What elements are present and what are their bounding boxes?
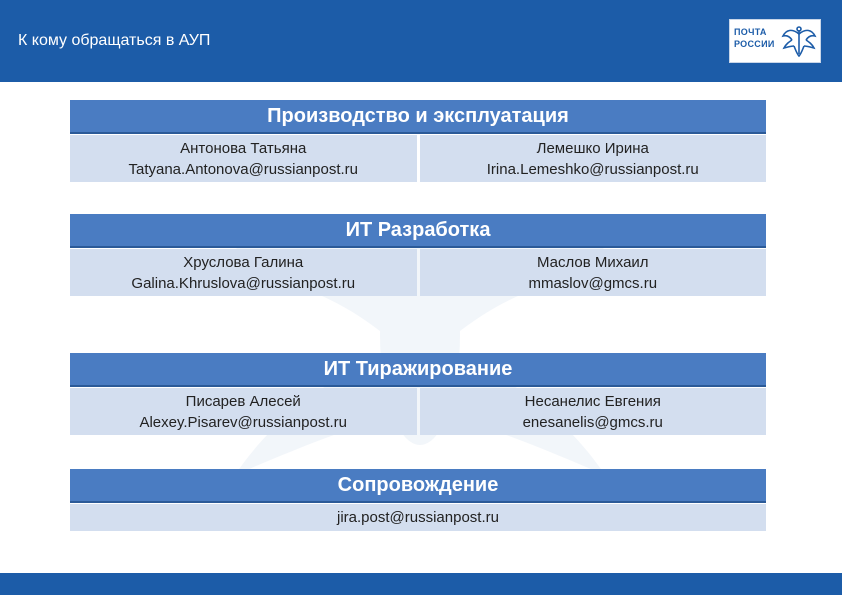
section-it-replication (70, 353, 766, 435)
contact-email[interactable]: Tatyana.Antonova@russianpost.ru (128, 161, 359, 178)
section-title: Производство и эксплуатация (70, 100, 766, 132)
contact-name: Маслов Михаил (536, 254, 649, 271)
contact-name: Писарев Алесей (185, 393, 301, 410)
section-title: Сопровождение (70, 469, 766, 501)
contact-email[interactable]: Galina.Khruslova@russianpost.ru (131, 275, 356, 292)
contact-card (70, 135, 417, 182)
contact-name: Хруслова Галина (183, 254, 304, 271)
eagle-emblem-icon (780, 24, 818, 60)
contact-card (70, 249, 417, 296)
contacts-row (70, 504, 766, 531)
russian-post-logo (729, 19, 821, 63)
header-bar (0, 0, 842, 82)
logo-line-2: РОССИИ (734, 39, 775, 49)
contact-card (70, 388, 417, 435)
footer-bar (0, 573, 842, 595)
contact-name: Несанелис Евгения (524, 393, 661, 410)
contact-card (420, 388, 767, 435)
contact-email[interactable]: jira.post@russianpost.ru (337, 509, 499, 526)
contact-card (420, 249, 767, 296)
contact-name: Антонова Татьяна (180, 140, 307, 157)
section-support (70, 469, 766, 531)
section-title: ИТ Разработка (70, 214, 766, 246)
section-it-development (70, 214, 766, 296)
section-production (70, 100, 766, 182)
contact-email[interactable]: Alexey.Pisarev@russianpost.ru (139, 414, 348, 431)
contact-email[interactable]: mmaslov@gmcs.ru (528, 275, 658, 292)
contacts-row (70, 135, 766, 182)
contact-email[interactable]: Irina.Lemeshko@russianpost.ru (486, 161, 699, 178)
contact-card (420, 135, 767, 182)
slide-title: К кому обращаться в АУП (18, 32, 211, 49)
contacts-row (70, 249, 766, 296)
contact-name: Лемешко Ирина (536, 140, 649, 157)
contact-card (70, 504, 766, 531)
contact-email[interactable]: enesanelis@gmcs.ru (522, 414, 663, 431)
contacts-row (70, 388, 766, 435)
logo-line-1: ПОЧТА (734, 27, 767, 37)
section-title: ИТ Тиражирование (70, 353, 766, 385)
logo-text (734, 26, 776, 50)
